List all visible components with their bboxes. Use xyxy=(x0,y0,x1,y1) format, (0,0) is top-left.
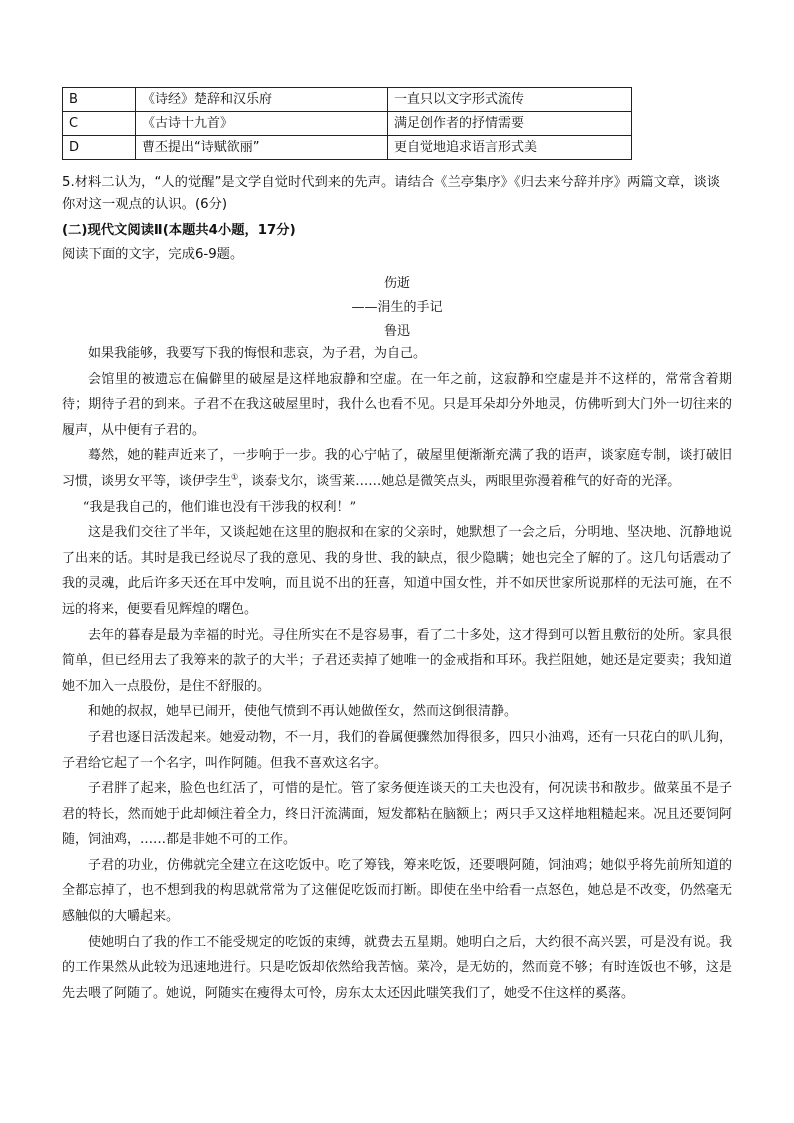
article-subtitle: ——涓生的手记 xyxy=(351,300,443,315)
paragraph: 这是我们交往了半年，又谈起她在这里的胞叔和在家的父亲时，她默想了一会之后，分明地、坚决地、沉静地说了出来的话。其时是我已经说尽了我的意见、我的身世、我的缺点，很少隐瞒；她也完全了解的了。这几句话震动了我的灵魂，此后许多天还在耳中发响，而且说不出的狂喜，知道中国女性，并不如厌世家所说那样的无法可施，在不远的将来，便要看见辉煌的曙色。 xyxy=(62,525,732,617)
paragraph: 子君的功业，仿佛就完全建立在这吃饭中。吃了筹钱，筹来吃饭，还要喂阿随，饲油鸡；她似乎将先前所知道的全都忘掉了，也不想到我的构思就常常为了这催促吃饭而打断。即使在坐中给看一点怒色，她总是不改变，仍然毫无感触似的大嚼起来。 xyxy=(62,857,732,925)
paragraph: 会馆里的被遗忘在偏僻里的破屋是这样地寂静和空虚。在一年之前，这寂静和空虚是并不这样的，常常含着期待；期待子君的到来。子君不在我这破屋里时，我什么也看不见。只是耳朵却分外地灵，仿佛听到大门外一切往来的履声，从中便有子君的。 xyxy=(62,371,732,438)
article-body xyxy=(62,341,732,1006)
paragraph-quote: “我是我自己的，他们谁也没有干涉我的权利！” xyxy=(82,499,357,515)
option-work: 《诗经》楚辞和汉乐府 xyxy=(136,88,388,112)
paragraph-text: ，谈泰戈尔，谈雪莱……她总是微笑点头，两眼里弥漫着稚气的好奇的光泽。 xyxy=(238,473,681,489)
option-feature: 更自觉地追求语言形式美 xyxy=(388,136,632,160)
paragraph: 和她的叔叔，她早已闹开，使他气愤到不再认她做侄女，然而这倒很清静。 xyxy=(88,704,518,720)
table-row xyxy=(63,136,632,160)
section-heading: (二)现代文阅读Ⅱ(本题共4小题，17分) xyxy=(62,223,296,238)
footnote-marker: ① xyxy=(231,472,239,482)
article-title: 伤逝 xyxy=(383,276,410,291)
paragraph-text: 蓦然，她的鞋声近来了，一步响于一步。我的心宁帖了，破屋里便渐渐充满了我的语声，谈家庭专制，谈打破旧习惯，谈男女平等，谈伊孛生 xyxy=(62,448,732,489)
reading-instruction: 阅读下面的文字，完成6-9题。 xyxy=(62,247,244,262)
article-author: 鲁迅 xyxy=(383,324,410,339)
paragraph: 子君也逐日活泼起来。她爱动物，不一月，我们的眷属便骤然加得很多，四只小油鸡，还有一只花白的叭儿狗，子君给它起了一个名字，叫作阿随。但我不喜欢这名字。 xyxy=(62,729,732,771)
table-row xyxy=(63,112,632,136)
option-work: 曹丕提出“诗赋欲丽” xyxy=(136,136,388,160)
options-table xyxy=(62,87,632,160)
paragraph xyxy=(62,443,732,494)
option-work: 《古诗十九首》 xyxy=(136,112,388,136)
paragraph: 如果我能够，我要写下我的悔恨和悲哀，为子君，为自己。 xyxy=(88,346,427,361)
paragraph: 使她明白了我的作工不能受规定的吃饭的束缚，就费去五星期。她明白之后，大约很不高兴罢，可是没有说。我的工作果然从此较为迅速地进行。只是吃饭却依然给我苦恼。菜冷，是无妨的，然而竟不够；有时连饭也不够，这是先去喂了阿随了。她说，阿随实在瘦得太可怜，房东太太还因此嗤笑我们了，她受不住这样的奚落。 xyxy=(62,934,732,1001)
option-label: C xyxy=(63,112,136,136)
table-row xyxy=(63,88,632,112)
paragraph: 去年的暮春是最为幸福的时光。寻住所实在不是容易事，看了二十多处，这才得到可以暂且敷衍的处所。家具很简单，但已经用去了我筹来的款子的大半；子君还卖掉了她唯一的金戒指和耳环。我拦阻她，她还是定要卖；我知道她不加入一点股份，是住不舒服的。 xyxy=(62,627,732,694)
option-label: D xyxy=(63,136,136,160)
option-feature: 一直只以文字形式流传 xyxy=(388,88,632,112)
question-5: 5.材料二认为，“人的觉醒”是文学自觉时代到来的先声。请结合《兰亭集序》《归去来兮辞并序》两篇文章，谈谈你对这一观点的认识。(6分) xyxy=(62,175,721,212)
option-label: B xyxy=(63,88,136,112)
paragraph: 子君胖了起来，脸色也红活了，可惜的是忙。管了家务便连谈天的工夫也没有，何况读书和散步。做菜虽不是子君的特长，然而她于此却倾注着全力，终日汗流满面，短发都粘在脑额上；两只手又这样地粗糙起来。况且还要饲阿随，饲油鸡，……都是非她不可的工作。 xyxy=(62,781,732,848)
option-feature: 满足创作者的抒情需要 xyxy=(388,112,632,136)
